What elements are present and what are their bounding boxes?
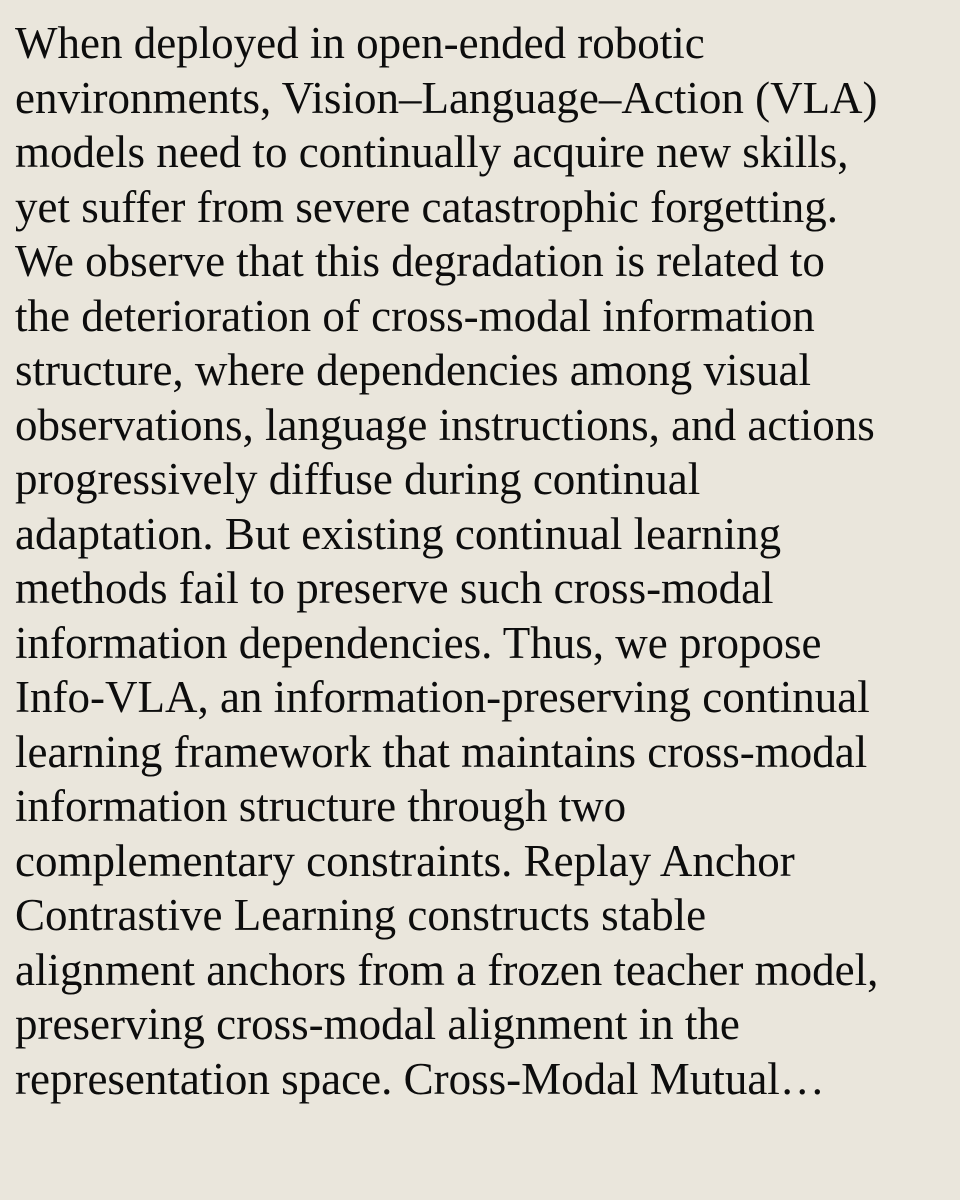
abstract-line-17: Contrastive Learning constructs stable <box>15 890 707 940</box>
abstract-line-15: information structure through two <box>15 781 627 831</box>
abstract-line-2: environments, Vision–Language–Action (VLA) <box>15 72 878 123</box>
abstract-line-8: observations, language instructions, and actions <box>15 399 875 450</box>
abstract-line-14: learning framework that maintains cross-modal <box>15 726 868 777</box>
abstract-line-3: models need to continually acquire new skills, <box>15 127 849 177</box>
abstract-text <box>15 16 950 1106</box>
abstract-line-19: preserving cross-modal alignment in the <box>15 999 740 1049</box>
abstract-line-12: information dependencies. Thus, we propose <box>15 617 822 668</box>
abstract-line-16: complementary constraints. Replay Anchor <box>15 835 795 886</box>
abstract-line-10: adaptation. But existing continual learning <box>15 508 782 559</box>
abstract-line-6: the deterioration of cross-modal information <box>15 290 815 341</box>
abstract-line-11: methods fail to preserve such cross-modal <box>15 563 774 613</box>
abstract-line-20: representation space. Cross-Modal Mutual… <box>15 1053 825 1104</box>
abstract-line-7: structure, where dependencies among visual <box>15 345 811 395</box>
abstract-line-18: alignment anchors from a frozen teacher model, <box>15 944 879 995</box>
abstract-line-5: We observe that this degradation is related to <box>15 236 825 286</box>
abstract-line-9: progressively diffuse during continual <box>15 454 701 504</box>
abstract-line-1: When deployed in open-ended robotic <box>15 18 705 68</box>
abstract-line-13: Info-VLA, an information-preserving continual <box>15 672 870 722</box>
abstract-line-4: yet suffer from severe catastrophic forgetting. <box>15 181 839 232</box>
